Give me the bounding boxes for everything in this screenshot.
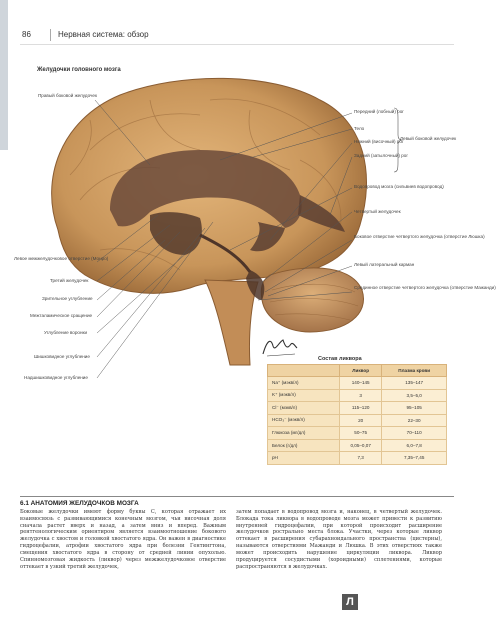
- chapter-title: Нервная система: обзор: [58, 30, 149, 39]
- table-row: [268, 427, 447, 440]
- table-cell: Cl⁻ (мэкв/л): [268, 402, 340, 415]
- cerebellum: [261, 268, 363, 332]
- table-cell: 115–120: [340, 402, 382, 415]
- table-cell: 140–145: [340, 377, 382, 390]
- csf-table: [267, 364, 447, 465]
- figure-title: Желудочки головного мозга: [37, 67, 121, 73]
- table-cell: 6,0–7,8: [382, 439, 447, 452]
- label-infundibular-recess: Углубление воронки: [44, 330, 88, 335]
- section-text-left: Боковые желудочки имеют форму буквы С, которая отражает их взаимосвязь с развивающимися конечным мозгом, чьи височная доля сначала растет вверх и назад, а затем вниз и вперед. Важным рентгенологическим ориентиром является взаимоотношение бокового желудочка с хвостом и головкой хвостатого ядра. Он важен в диагностике гидроцефалии, атрофии хвостатого ядра при болезни Гентингтона, смещения хвостатого ядра в сторону от средней линии опухолью. Спинномозговая жидкость (ликвор) через межжелудочковое отверстие оттекает в узкий третий желудочек,: [20, 509, 226, 570]
- label-interthalamic-adhesion: Межталамическое сращение: [30, 313, 93, 318]
- label-suprapineal-recess: Надшишковидное углубление: [24, 375, 88, 380]
- table-header-row: [268, 365, 447, 377]
- label-inferior-horn: Нижний (височный) рог: [354, 139, 404, 144]
- table-row: [268, 389, 447, 402]
- table-cell: HCO₃⁻ (мэкв/л): [268, 414, 340, 427]
- table-cell: 7,35–7,45: [382, 452, 447, 465]
- table-cell: 0,05–0,07: [340, 439, 382, 452]
- label-lateral-aperture: Боковое отверстие четвертого желудочка (отверстие Люшка): [354, 234, 485, 239]
- table-header-cell: [268, 365, 340, 377]
- label-lateral-recess: Левый латеральный карман: [354, 262, 415, 267]
- table-cell: 7,3: [340, 452, 382, 465]
- table-cell: Глюкоза (мг/дл): [268, 427, 340, 440]
- table-cell: 22–30: [382, 414, 447, 427]
- table-row: [268, 439, 447, 452]
- label-body: Тело: [354, 126, 365, 131]
- section-text-right: затем попадает в водопровод мозга и, наконец, в четвертый желудочек. Блокада тока ликвора в водопроводе мозга может привести к развитию внутренней гидроцефалии, при которой происходит расширение желудочков рострально места блока. Участки, через которые ликвор оттекает в расширения субарахноидального пространства (цистерны), называются отверстиями Мажанди и Люшка. В этих отверстиях также может происходить нарушение циркуляции ликвора. Ликвор продуцируется сосудистыми (хороидными) сплетениями, которые распространяются в желудочках.: [236, 509, 442, 570]
- artist-signature-icon: [259, 334, 299, 360]
- table-row: [268, 377, 447, 390]
- section-rule: [20, 496, 454, 497]
- table-cell: 70–110: [382, 427, 447, 440]
- label-left-lateral-ventricle: Левый боковой желудочек: [400, 136, 457, 141]
- label-optic-recess: Зрительное углубление: [42, 296, 93, 301]
- table-cell: 3: [340, 389, 382, 402]
- table-row: [268, 402, 447, 415]
- table-cell: 95–105: [382, 402, 447, 415]
- section-title: 6.1 АНАТОМИЯ ЖЕЛУДОЧКОВ МОЗГА: [20, 500, 139, 507]
- label-median-aperture: Срединное отверстие четвертого желудочка (отверстие Мажанди): [354, 285, 496, 290]
- table-cell: K⁺ (мэкв/л): [268, 389, 340, 402]
- publisher-logo-icon: Л: [342, 594, 358, 610]
- label-third-ventricle: Третий желудочек: [50, 278, 89, 283]
- table-cell: 20: [340, 414, 382, 427]
- label-anterior-horn: Передний (лобный) рог: [354, 109, 404, 114]
- table-row: [268, 452, 447, 465]
- label-right-lateral-ventricle: Правый боковой желудочек: [38, 93, 97, 98]
- table-cell: 135–147: [382, 377, 447, 390]
- table-cell: 3,5–5,0: [382, 389, 447, 402]
- label-fourth-ventricle: Четвертый желудочек: [354, 209, 401, 214]
- csf-table-title: Состав ликвора: [318, 356, 362, 362]
- label-interventricular-foramen: Левое межжелудочковое отверстие (Монро): [14, 256, 109, 261]
- page-number: 86: [22, 30, 31, 39]
- table-row: [268, 414, 447, 427]
- table-cell: pH: [268, 452, 340, 465]
- table-header-cell: Плазма крови: [382, 365, 447, 377]
- brainstem: [205, 280, 258, 365]
- label-cerebral-aqueduct: Водопровод мозга (сильвиев водопровод): [354, 184, 444, 189]
- table-cell: Na⁺ (мэкв/л): [268, 377, 340, 390]
- table-cell: 50–75: [340, 427, 382, 440]
- label-posterior-horn: Задний (затылочный) рог: [354, 153, 409, 158]
- table-cell: Белок (г/дл): [268, 439, 340, 452]
- table-header-cell: Ликвор: [340, 365, 382, 377]
- label-pineal-recess: Шишковидное углубление: [34, 354, 90, 359]
